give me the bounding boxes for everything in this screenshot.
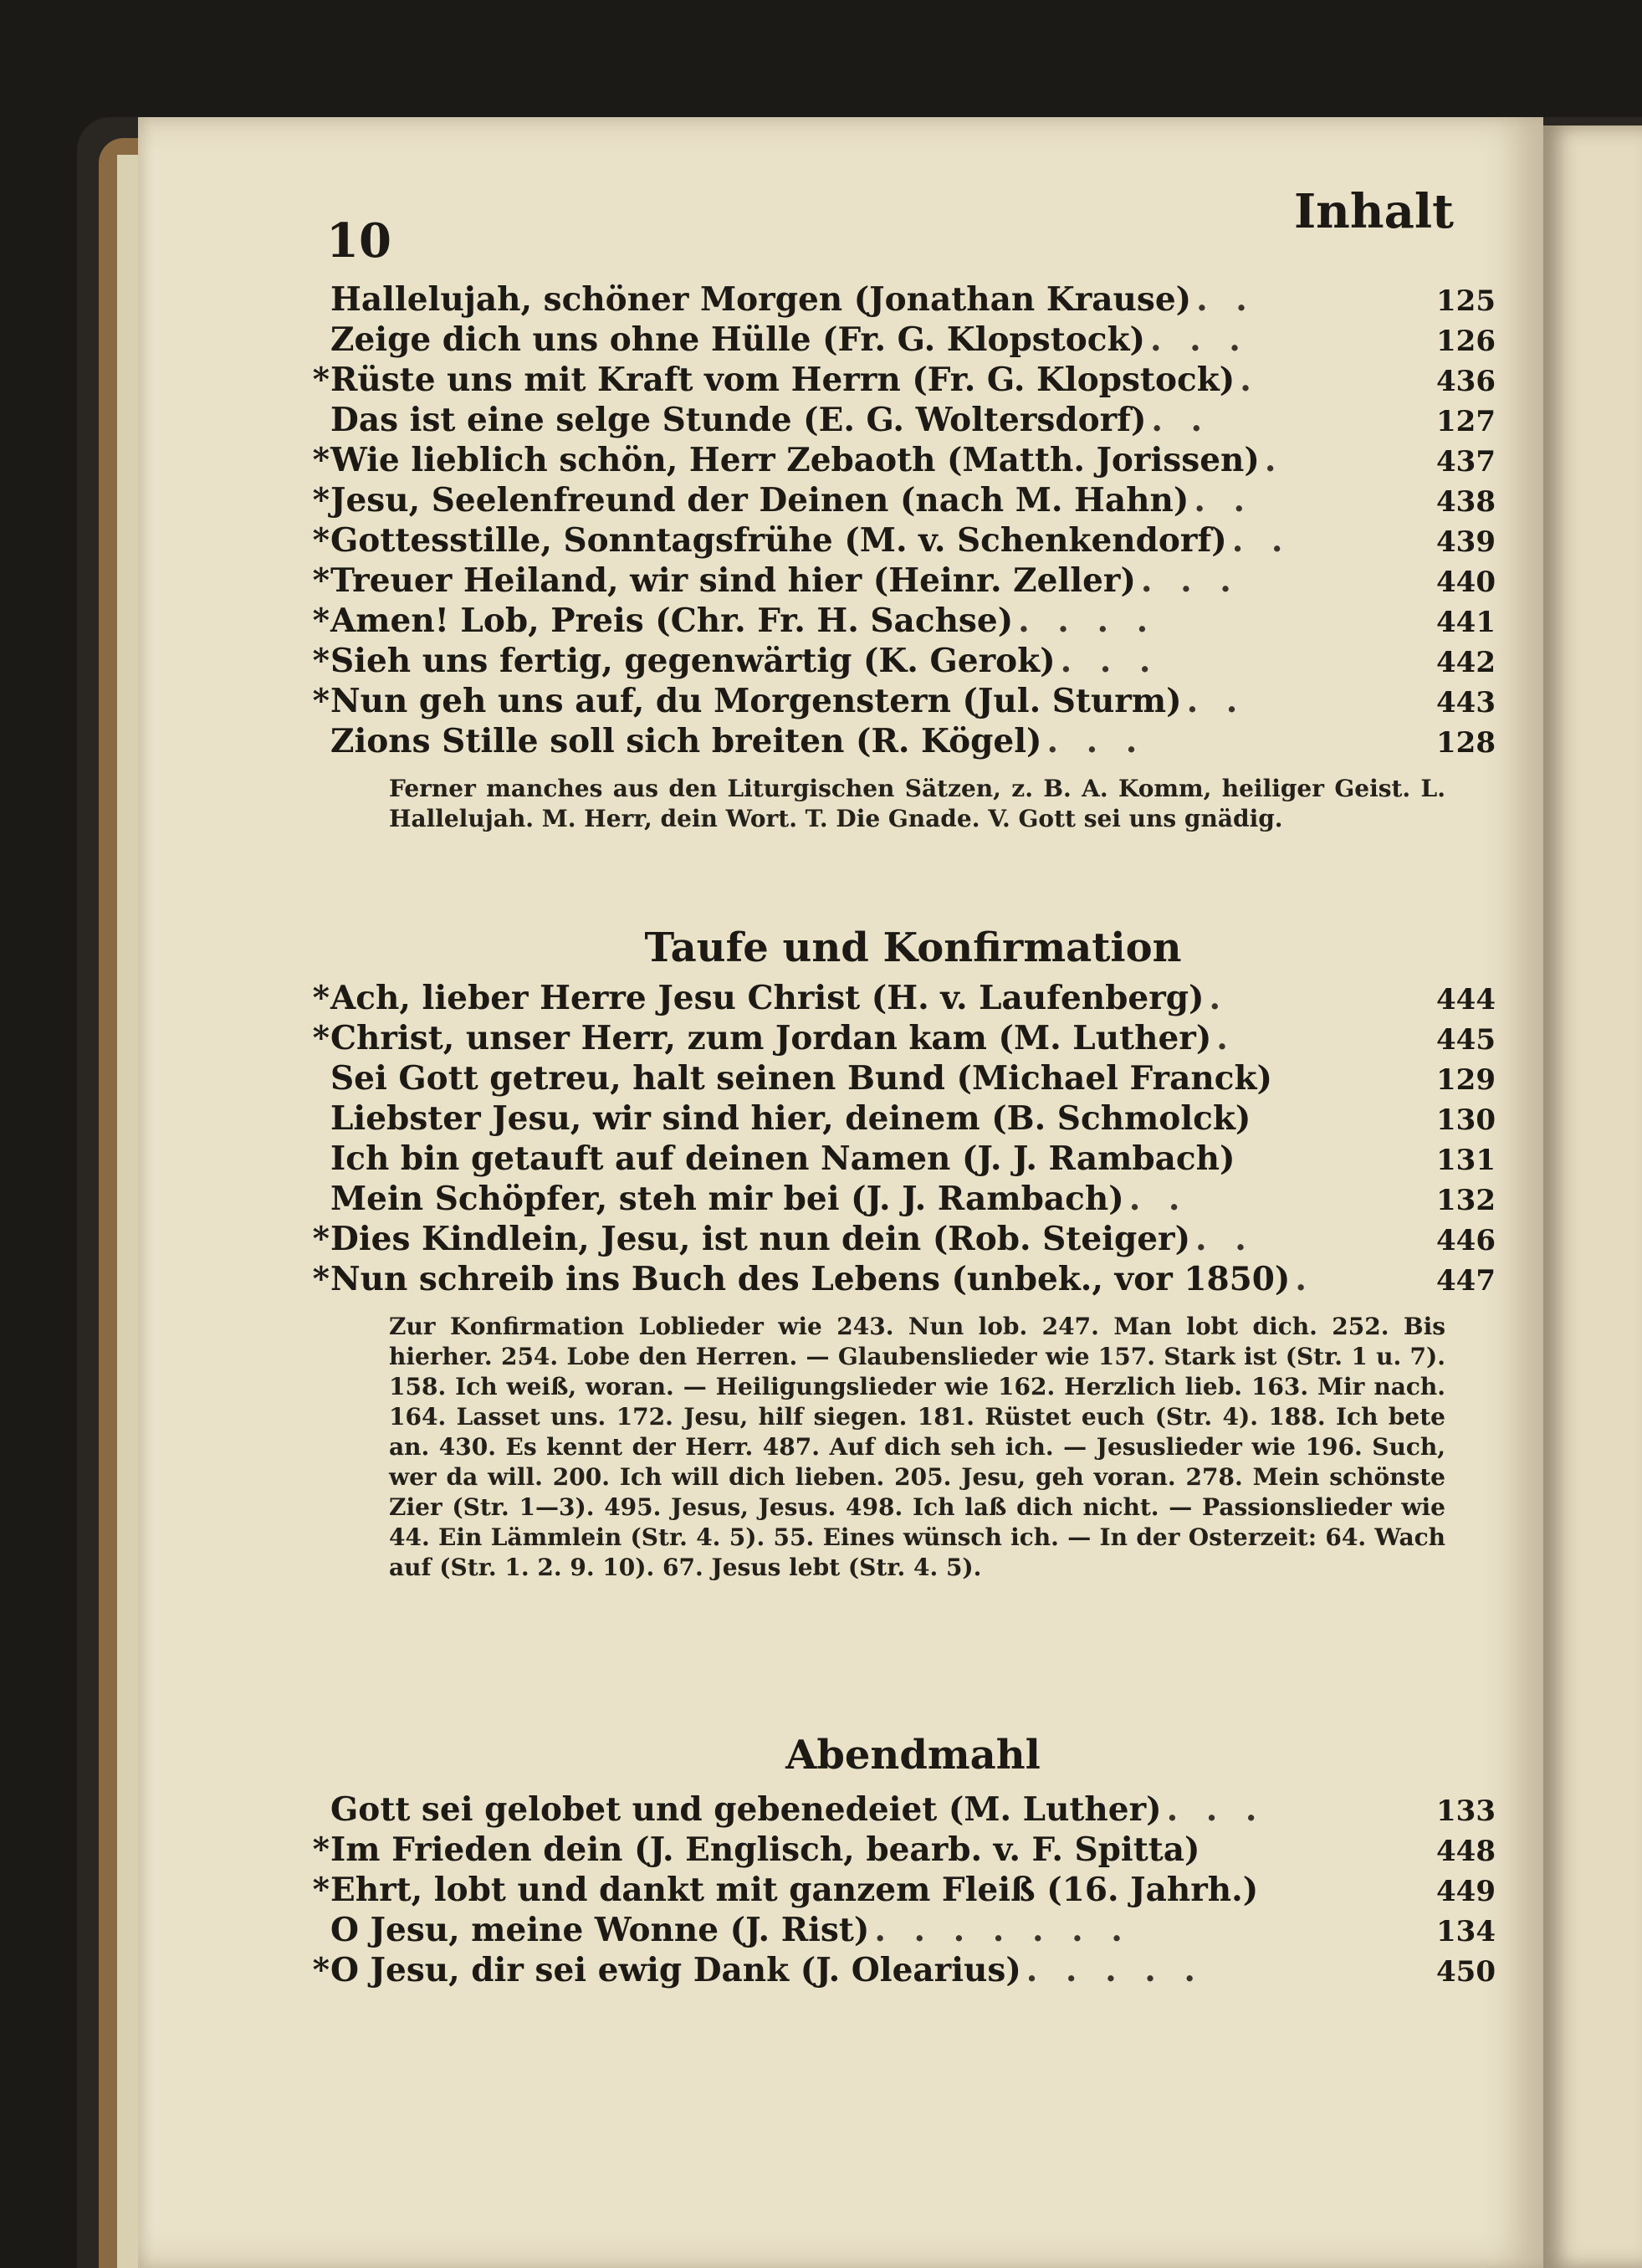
entry-title: Dies Kindlein, Jesu, ist nun dein (Rob. Steiger) (330, 1220, 1191, 1258)
entry-leader-dots: . (1216, 1019, 1236, 1057)
toc-entry (330, 722, 1496, 762)
entry-hymn-number: 449 (1436, 1875, 1496, 1908)
toc-entry (330, 682, 1496, 722)
entry-hymn-number: 437 (1436, 445, 1496, 479)
entry-hymn-number: 438 (1436, 485, 1496, 519)
entry-leader-dots: . . (1151, 401, 1211, 439)
entry-title: Mein Schöpfer, steh mir bei (J. J. Rambach) (330, 1180, 1124, 1218)
entry-hymn-number: 128 (1436, 726, 1496, 760)
toc-entry (330, 401, 1496, 441)
liturgy-note: Ferner manches aus den Liturgischen Sätzen, z. B. A. Komm, heiliger Geist. L. Hallelujah. M. Herr, dein Wort. T. Die Gnade. V. Gott sei uns gnädig. (389, 775, 1445, 832)
entry-hymn-number: 450 (1436, 1955, 1496, 1989)
entry-leader-dots: . . (1195, 1220, 1255, 1258)
toc-entry (330, 1059, 1496, 1099)
entry-hymn-number: 439 (1436, 525, 1496, 559)
entry-title: Nun geh uns auf, du Morgenstern (Jul. Sturm) (330, 682, 1182, 720)
entry-title: Ehrt, lobt und dankt mit ganzem Fleiß (16. Jahrh.) (330, 1871, 1259, 1909)
toc-entry (330, 1099, 1496, 1139)
entry-title: Nun schreib ins Buch des Lebens (unbek., vor 1850) (330, 1260, 1291, 1298)
toc-entry (330, 521, 1496, 561)
entry-title: Zeige dich uns ohne Hülle (Fr. G. Klopstock) (330, 320, 1145, 359)
toc-entry (330, 561, 1496, 602)
toc-entry (330, 1220, 1496, 1260)
entry-leader-dots: . . (1186, 682, 1246, 720)
entry-title: Im Frieden dein (J. Englisch, bearb. v. F. Spitta) (330, 1830, 1200, 1869)
entry-leader-dots: . . . (1166, 1790, 1266, 1829)
entry-hymn-number: 129 (1436, 1063, 1496, 1097)
toc-entry (330, 1790, 1496, 1830)
entry-leader-dots: . . . (1046, 722, 1146, 760)
entry-title: Gott sei gelobet und gebenedeiet (M. Luther) (330, 1790, 1162, 1829)
entry-hymn-number: 444 (1436, 983, 1496, 1016)
section-abendmahl (330, 1790, 1496, 1991)
toc-entry (330, 642, 1496, 682)
entry-hymn-number: 440 (1436, 566, 1496, 599)
entry-title: Wie lieblich schön, Herr Zebaoth (Matth. Jorissen) (330, 441, 1260, 479)
entry-title: Liebster Jesu, wir sind hier, deinem (B. Schmolck) (330, 1099, 1251, 1138)
entry-hymn-number: 448 (1436, 1835, 1496, 1868)
running-header: Inhalt (1293, 184, 1454, 239)
entry-title: O Jesu, dir sei ewig Dank (J. Olearius) (330, 1951, 1021, 1989)
section-morning-hymns (330, 280, 1496, 834)
entry-title: Treuer Heiland, wir sind hier (Heinr. Zeller) (330, 561, 1136, 600)
toc-entry (330, 1139, 1496, 1180)
entry-leader-dots: . (1295, 1260, 1315, 1298)
entry-leader-dots: . . . (1140, 561, 1240, 600)
entry-hymn-number: 132 (1436, 1184, 1496, 1217)
entry-hymn-number: 447 (1436, 1264, 1496, 1298)
toc-entry (330, 979, 1496, 1019)
entry-title: Christ, unser Herr, zum Jordan kam (M. Luther) (330, 1019, 1212, 1057)
toc-entry (330, 361, 1496, 401)
entry-title: Jesu, Seelenfreund der Deinen (nach M. Hahn) (330, 481, 1189, 520)
toc-entry (330, 280, 1496, 320)
facing-page-edge (1543, 125, 1642, 2268)
entry-hymn-number: 130 (1436, 1103, 1496, 1137)
entry-list (330, 979, 1496, 1300)
entry-leader-dots: . . (1231, 521, 1292, 560)
section-taufe (330, 979, 1496, 1583)
entry-leader-dots: . . . (1149, 320, 1249, 359)
entry-leader-dots: . . (1128, 1180, 1189, 1218)
entry-hymn-number: 442 (1436, 646, 1496, 679)
entry-hymn-number: 126 (1436, 325, 1496, 358)
section-heading-abendmahl: Abendmahl (785, 1732, 1041, 1779)
page-number: 10 (326, 213, 391, 269)
toc-entry (330, 1019, 1496, 1059)
entry-hymn-number: 445 (1436, 1023, 1496, 1057)
entry-hymn-number: 436 (1436, 365, 1496, 398)
entry-title: Hallelujah, schöner Morgen (Jonathan Krause) (330, 280, 1192, 319)
entry-title: Gottesstille, Sonntagsfrühe (M. v. Schenkendorf) (330, 521, 1227, 560)
section-heading-taufe: Taufe und Konfirmation (644, 924, 1182, 971)
toc-entry (330, 1830, 1496, 1871)
entry-leader-dots: . . . . . . . (874, 1911, 1131, 1949)
entry-list (330, 280, 1496, 762)
entry-leader-dots: . . . . . (1026, 1951, 1204, 1989)
entry-hymn-number: 125 (1436, 284, 1496, 318)
toc-entry (330, 602, 1496, 642)
entry-title: O Jesu, meine Wonne (J. Rist) (330, 1911, 870, 1949)
toc-entry (330, 481, 1496, 521)
entry-list (330, 1790, 1496, 1991)
entry-leader-dots: . . (1194, 481, 1254, 520)
toc-entry (330, 1951, 1496, 1991)
entry-leader-dots: . (1240, 361, 1260, 399)
entry-hymn-number: 443 (1436, 686, 1496, 719)
entry-hymn-number: 133 (1436, 1794, 1496, 1828)
entry-hymn-number: 127 (1436, 405, 1496, 438)
entry-title: Ich bin getauft auf deinen Namen (J. J. Rambach) (330, 1139, 1235, 1178)
entry-hymn-number: 134 (1436, 1915, 1496, 1948)
toc-entry (330, 441, 1496, 481)
toc-entry (330, 320, 1496, 361)
entry-leader-dots: . (1264, 441, 1285, 479)
toc-entry (330, 1260, 1496, 1300)
entry-hymn-number: 131 (1436, 1144, 1496, 1177)
entry-leader-dots: . . (1196, 280, 1256, 319)
toc-entry (330, 1871, 1496, 1911)
entry-leader-dots: . (1209, 979, 1230, 1017)
entry-title: Sieh uns fertig, gegenwärtig (K. Gerok) (330, 642, 1056, 680)
entry-title: Das ist eine selge Stunde (E. G. Woltersdorf) (330, 401, 1147, 439)
entry-title: Sei Gott getreu, halt seinen Bund (Michael Franck) (330, 1059, 1272, 1098)
entry-leader-dots: . . . (1060, 642, 1159, 680)
toc-entry (330, 1911, 1496, 1951)
entry-hymn-number: 441 (1436, 606, 1496, 639)
entry-title: Zions Stille soll sich breiten (R. Kögel) (330, 722, 1042, 760)
toc-entry (330, 1180, 1496, 1220)
entry-title: Amen! Lob, Preis (Chr. Fr. H. Sachse) (330, 602, 1014, 640)
entry-title: Rüste uns mit Kraft vom Herrn (Fr. G. Klopstock) (330, 361, 1235, 399)
confirmation-note: Zur Konfirmation Loblieder wie 243. Nun lob. 247. Man lobt dich. 252. Bis hierher. 254. Lobe den Herren. — Glaubenslieder wie 157. Stark ist (Str. 1 u. 7). 158. Ich weiß, woran. — Heiligungslieder wie 162. Herzlich lieb. 163. Mir nach. 164. Lasset uns. 172. Jesu, hilf siegen. 181. Rüstet euch (Str. 4). 188. Ich bete an. 430. Es kennt der Herr. 487. Auf dich seh ich. — Jesuslieder wie 196. Such, wer da will. 200. Ich will dich lieben. 205. Jesu, geh voran. 278. Mein schönste Zier (Str. 1—3). 495. Jesus, Jesus. 498. Ich laß dich nicht. — Passionslieder wie 44. Ein Lämmlein (Str. 4. 5). 55. Eines wünsch ich. — In der Osterzeit: 64. Wach auf (Str. 1. 2. 9. 10). 67. Jesus lebt (Str. 4. 5). (389, 1313, 1445, 1581)
entry-leader-dots: . . . . (1018, 602, 1157, 640)
entry-title: Ach, lieber Herre Jesu Christ (H. v. Laufenberg) (330, 979, 1205, 1017)
entry-hymn-number: 446 (1436, 1224, 1496, 1257)
